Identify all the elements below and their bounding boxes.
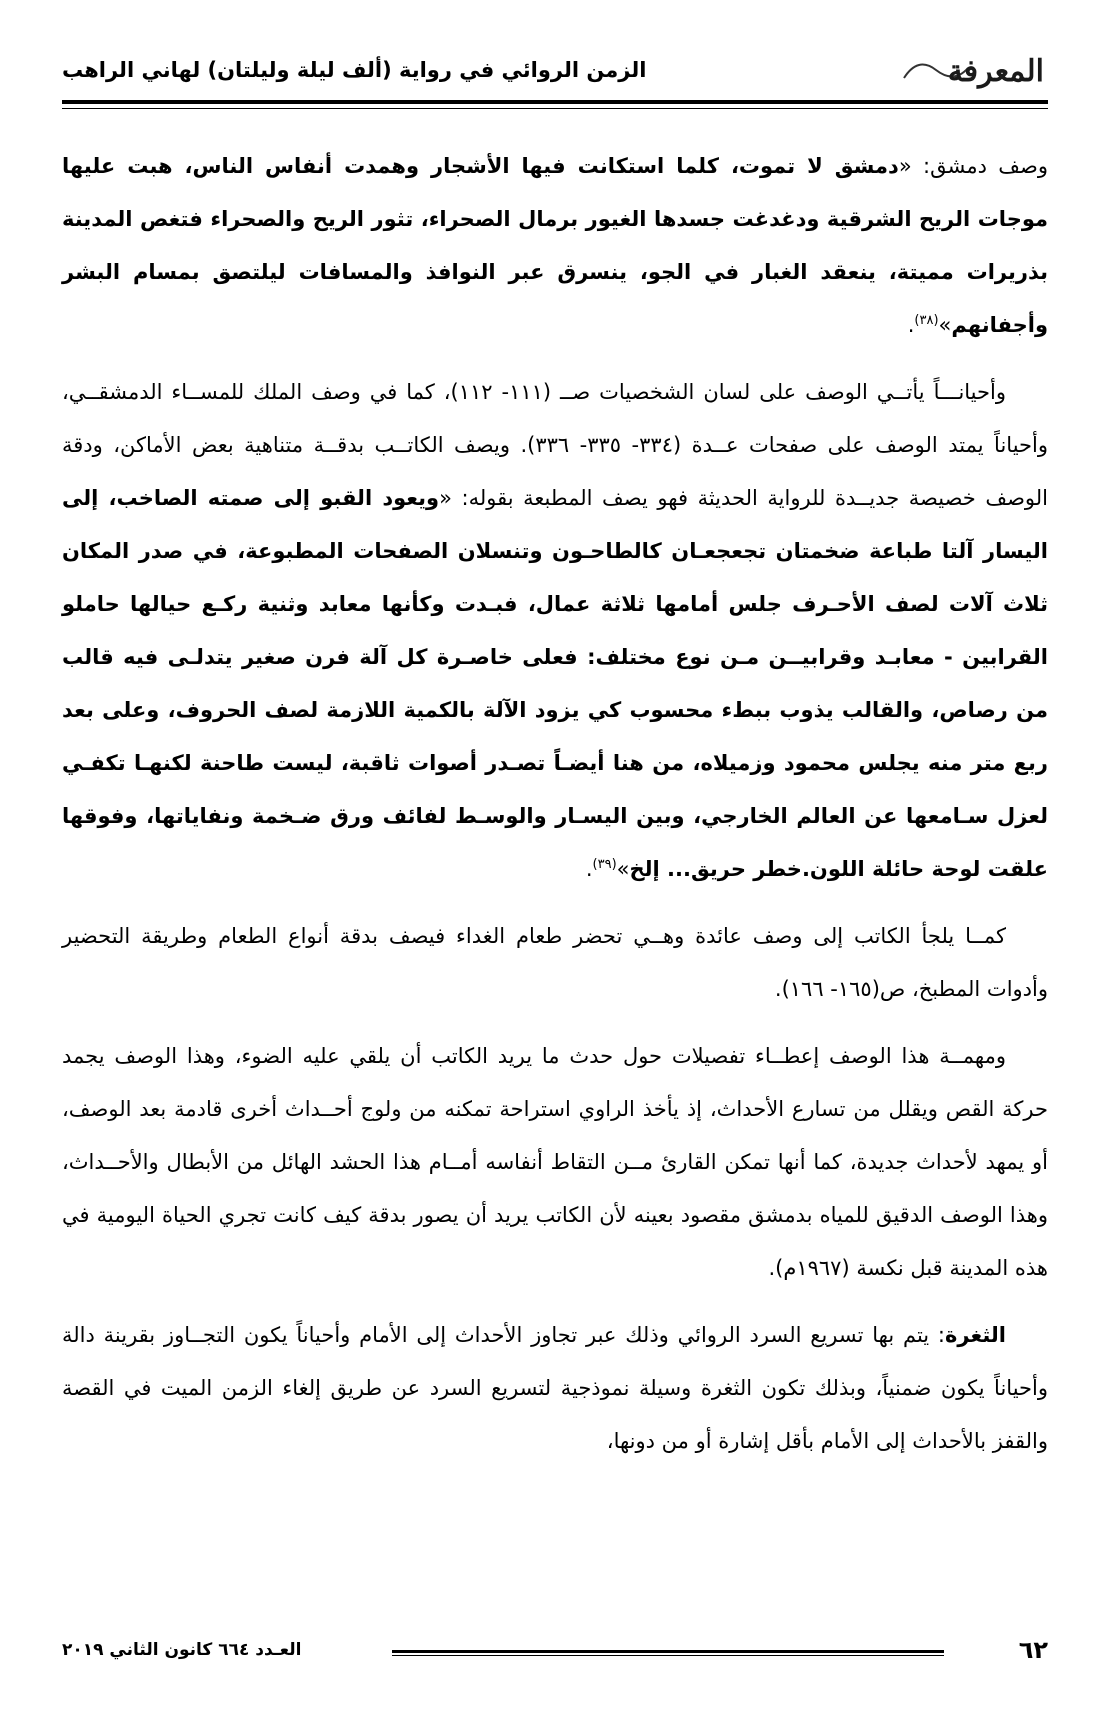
issue-info: العـدد ٦٦٤ كانون الثاني ٢٠١٩ xyxy=(62,1640,302,1660)
header-rule-thin xyxy=(62,108,1048,109)
page-footer xyxy=(62,1634,1048,1674)
paragraph-text: ومهمــة هذا الوصف إعطــاء تفصيلات حول حدث ما يريد الكاتب أن يلقي عليه الضوء، وهذا الوصف يجمد حركة القص ويقلل من تسارع الأحداث، إذ يأخذ الراوي استراحة تمكنه من ولوج أحــداث أخرى قادمة بعد الوصف، أو يمهد لأحداث جديدة، كما أنها تمكن القارئ مــن التقاط أنفاسه أمــام هذا الحشد الهائل من الأبطال والأحــداث، وهذا الوصف الدقيق للمياه بدمشق مقصود بعينه لأن الكاتب يريد أن يصور بدقة كيف كانت تجري الحياة اليومية في هذه المدينة قبل نكسة (١٩٦٧م). xyxy=(62,1044,1048,1280)
paragraph xyxy=(62,1309,1048,1468)
footnote-ref: (٣٩) xyxy=(592,857,617,872)
journal-logo xyxy=(888,48,1048,92)
paragraph xyxy=(62,910,1048,1016)
paragraph xyxy=(62,366,1048,896)
paragraph-text: وأحيانـــاً يأتــي الوصف على لسان الشخصيات صــ (١١١- ١١٢)، كما في وصف الملك للمســاء الدمشقــي، وأحياناً يمتد الوصف على صفحات عــدة (٣٣٤- ٣٣٥- ٣٣٦). ويصف الكاتــب بدقــة متناهية بعض الأماكن، ودقة الوصف خصيصة جديــدة للرواية الحديثة فهو يصف المطبعة بقوله: « xyxy=(62,380,1048,510)
footer-rule xyxy=(392,1650,944,1657)
paragraph-text: . xyxy=(907,313,915,337)
footnote-ref: (٣٨) xyxy=(914,313,939,328)
quoted-text: الثغرة xyxy=(945,1323,1006,1347)
header-rule xyxy=(62,100,1048,104)
paragraph-text: . xyxy=(585,857,593,881)
page-header xyxy=(62,42,1048,100)
paragraph xyxy=(62,1030,1048,1295)
quoted-text: دمشق لا تموت، كلما استكانت فيها الأشجار وهمدت أنفاس الناس، هبت عليها موجات الريح الشرقية ودغدغت جسدها الغيور برمال الصحراء، تثور الريح والصحراء فتغص المدينة بذريرات مميتة، ينعقد الغبار في الجو، ينسرق عبر النوافذ والمسافات ليلتصق بمسام البشر وأجفانهم xyxy=(62,154,1048,337)
page-number: ٦٢ xyxy=(1018,1636,1048,1664)
paragraph-text: كمــا يلجأ الكاتب إلى وصف عائدة وهــي تحضر طعام الغداء فيصف بدقة أنواع الطعام وطريقة التحضير وأدوات المطبخ، ص(١٦٥- ١٦٦). xyxy=(62,924,1048,1001)
article-body xyxy=(62,140,1048,1482)
running-title: الزمن الروائي في رواية (ألف ليلة وليلتان) لهاني الراهب xyxy=(62,58,647,82)
paragraph-text: : يتم بها تسريع السرد الروائي وذلك عبر تجاوز الأحداث إلى الأمام وأحياناً يكون التجــاوز بقرينة دالة وأحياناً يكون ضمنياً، وبذلك تكون الثغرة وسيلة نموذجية لتسريع السرد عن طريق إلغاء الزمن الميت في القصة والقفز بالأحداث إلى الأمام بأقل إشارة أو من دونها، xyxy=(62,1323,1048,1453)
paragraph xyxy=(62,140,1048,352)
paragraph-text: » xyxy=(938,313,952,337)
logo-text: المعرفة xyxy=(947,54,1044,89)
quoted-text: ويعود القبو إلى صمته الصاخب، إلى اليسار آلتا طباعة ضخمتان تجعجعـان كالطاحـون وتنسلان الصفحات المطبوعة، في صدر المكان ثلاث آلات لصف الأحـرف جلس أمامها ثلاثة عمال، فبـدت وكأنها معابد وثنية ركـع حيالها حاملو القرابين - معابـد وقرابيــن مـن نوع مختلف: فعلى خاصـرة كل آلة فرن صغير يتدلـى فيه قالب من رصاص، والقالب يذوب ببطء محسوب كي يزود الآلة بالكمية اللازمة لصف الحروف، وعلى بعد ربع متر منه يجلس محمود وزميلاه، من هنا أيضـاً تصـدر أصوات ثاقبة، ليست طاحنة لكنهـا تكفـي لعزل سـامعها عن العالم الخارجي، وبين اليسـار والوسـط لفائف ورق ضـخمة ونفاياتها، وفوقها علقت لوحة حائلة اللون.خطر حريق... إلخ xyxy=(62,486,1048,881)
paragraph-text: » xyxy=(616,857,630,881)
paragraph-text: وصف دمشق: « xyxy=(898,154,1048,178)
